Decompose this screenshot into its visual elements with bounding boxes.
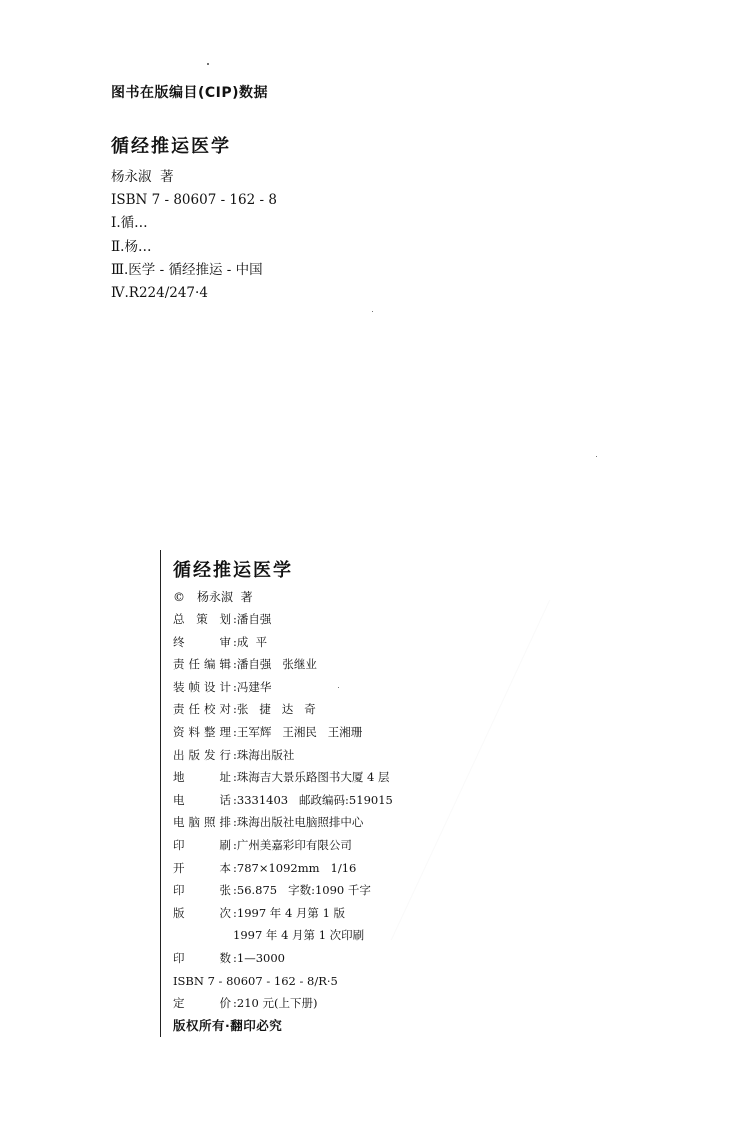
colophon-row: 出版发行 :珠海出版社 xyxy=(173,747,295,762)
cip-subject-1: Ⅰ.循… xyxy=(111,215,148,232)
colophon-row: 资料整理 :王军辉 王湘民 王湘珊 xyxy=(173,724,363,739)
colophon-row: 电 话 :3331403 邮政编码:519015 xyxy=(173,792,393,807)
cip-block xyxy=(111,82,671,305)
cip-subject-3: Ⅲ.医学 - 循经推运 - 中国 xyxy=(111,261,263,278)
cip-isbn: ISBN 7 - 80607 - 162 - 8 xyxy=(111,192,277,209)
colophon-row: 装帧设计 :冯建华 xyxy=(173,679,272,694)
colophon-author-line xyxy=(173,586,613,608)
colophon-isbn: ISBN 7 - 80607 - 162 - 8/R·5 xyxy=(173,973,338,988)
colophon-author: 杨永淑 著 xyxy=(197,590,253,604)
colophon-row: 印 数 :1—3000 xyxy=(173,950,285,965)
speck xyxy=(207,63,209,65)
colophon-row: 电脑照排 :珠海出版社电脑照排中心 xyxy=(173,815,364,830)
cip-subject-2: Ⅱ.杨… xyxy=(111,238,152,255)
colophon-row: 责任校对 :张 捷 达 奇 xyxy=(173,702,316,717)
colophon-row: 印 刷 :广州美嘉彩印有限公司 xyxy=(173,837,352,852)
copyright-symbol: © xyxy=(173,590,185,604)
colophon-row: 终 审 :成 平 xyxy=(173,634,268,649)
cip-book-title: 循经推运医学 xyxy=(111,136,231,157)
cip-heading: 图书在版编目(CIP)数据 xyxy=(111,85,269,101)
colophon-row: 开 本 :787×1092mm 1/16 xyxy=(173,860,357,875)
colophon-price-row: 定 价 :210 元(上下册) xyxy=(173,996,318,1011)
speck xyxy=(596,456,597,457)
colophon-row-continuation: 1997 年 4 月第 1 次印刷 xyxy=(233,928,365,943)
colophon-row: 责任编辑 :潘自强 张继业 xyxy=(173,657,317,672)
colophon-row: 版 次 :1997 年 4 月第 1 版 xyxy=(173,905,346,920)
colophon-row: 印 张 :56.875 字数:1090 千字 xyxy=(173,883,371,898)
colophon-row: 地 址 :珠海吉大景乐路图书大厦 4 层 xyxy=(173,770,390,785)
colophon-book-title: 循经推运医学 xyxy=(173,560,293,581)
colophon-row: 总 策 划 :潘自强 xyxy=(173,612,272,626)
cip-classification: Ⅳ.R224/247·4 xyxy=(111,285,208,302)
cip-author: 杨永淑 著 xyxy=(111,169,174,185)
speck xyxy=(372,311,373,312)
rights-notice: 版权所有·翻印必究 xyxy=(173,1017,283,1033)
colophon-block xyxy=(160,550,613,1037)
